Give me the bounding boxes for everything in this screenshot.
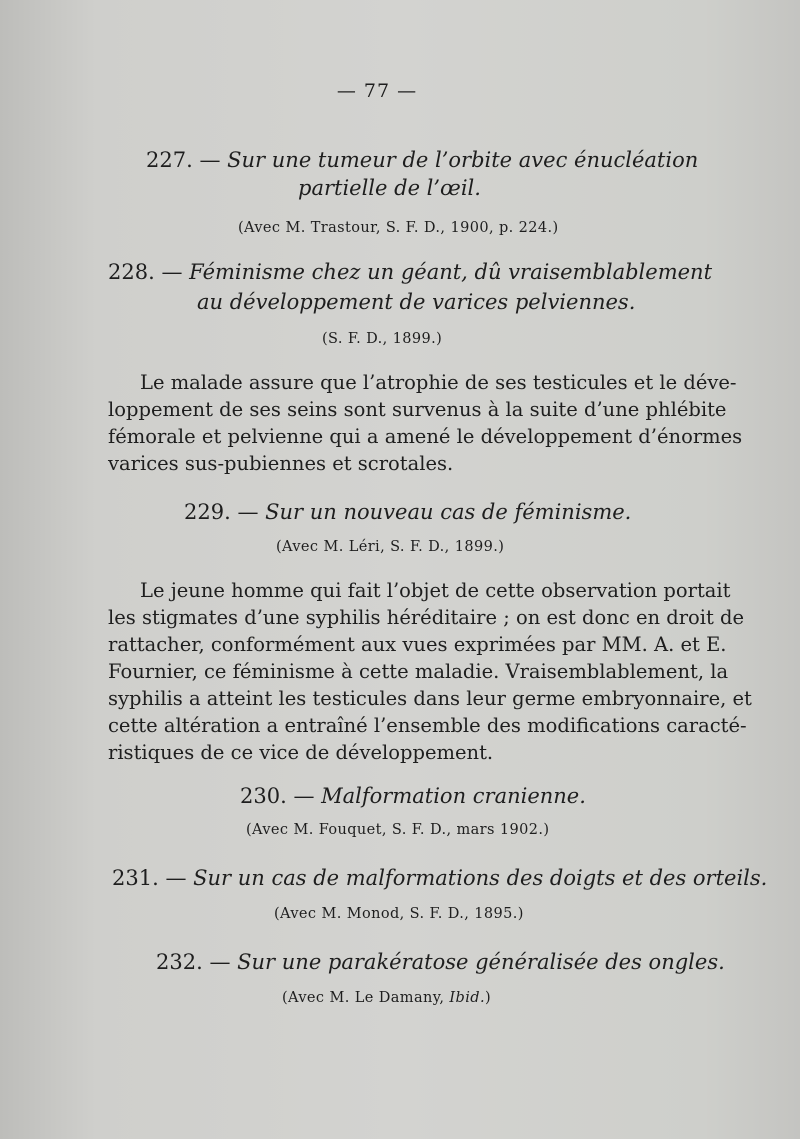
entry-title-line: Sur une parakératose généralisée des ongles. — [237, 950, 725, 974]
entry-dash: — — [199, 148, 221, 172]
entry-dash: — — [237, 500, 259, 524]
entry-227-source: (Avec M. Trastour, S. F. D., 1900, p. 224.) — [238, 220, 559, 236]
entry-232-source — [282, 990, 491, 1006]
body-line: cette altération a entraîné l’ensemble des modifications caracté- — [108, 714, 747, 737]
entry-number: 232. — [156, 950, 203, 974]
source-close: ) — [484, 990, 492, 1006]
entry-232-title — [156, 950, 725, 974]
entry-title-line: Sur une tumeur de l’orbite avec énucléation — [227, 148, 699, 172]
entry-227-title — [146, 148, 698, 172]
body-line: Le malade assure que l’atrophie de ses testicules et le déve- — [140, 371, 737, 394]
source-text: (Avec M. Le Damany, — [282, 990, 450, 1006]
entry-231-title — [112, 866, 767, 890]
entry-dash: — — [161, 260, 183, 284]
body-line: loppement de ses seins sont survenus à la suite d’une phlébite — [108, 398, 727, 421]
entry-dash: — — [293, 784, 315, 808]
entry-228-title-line-2: au développement de varices pelviennes. — [197, 290, 636, 314]
entry-231-source: (Avec M. Monod, S. F. D., 1895.) — [274, 906, 524, 922]
entry-229-source: (Avec M. Léri, S. F. D., 1899.) — [276, 539, 505, 555]
entry-number: 228. — [108, 260, 155, 284]
body-line: Le jeune homme qui fait l’objet de cette observation portait — [140, 579, 731, 602]
entry-229-title — [184, 500, 631, 524]
body-line: syphilis a atteint les testicules dans leur germe embryonnaire, et — [108, 687, 752, 710]
entry-228-title — [108, 260, 712, 284]
entry-title-line: Sur un nouveau cas de féminisme. — [265, 500, 632, 524]
entry-number: 227. — [146, 148, 193, 172]
entry-230-source: (Avec M. Fouquet, S. F. D., mars 1902.) — [246, 822, 550, 838]
entry-title-line: Sur un cas de malformations des doigts et des orteils. — [193, 866, 768, 890]
entry-230-title — [240, 784, 586, 808]
body-line: rattacher, conformément aux vues exprimées par MM. A. et E. — [108, 633, 727, 656]
entry-number: 230. — [240, 784, 287, 808]
entry-dash: — — [165, 866, 187, 890]
entry-number: 229. — [184, 500, 231, 524]
body-line: les stigmates d’une syphilis héréditaire ; on est donc en droit de — [108, 606, 745, 629]
body-line: fémorale et pelvienne qui a amené le développement d’énormes — [108, 425, 743, 448]
body-line: Fournier, ce féminisme à cette maladie. Vraisemblablement, la — [108, 660, 729, 683]
body-line: varices sus-pubiennes et scrotales. — [108, 452, 454, 475]
entry-title-line: Féminisme chez un géant, dû vraisemblablement — [189, 260, 713, 284]
entry-title-line: Malformation cranienne. — [321, 784, 586, 808]
entry-dash: — — [209, 950, 231, 974]
source-ibid: Ibid. — [449, 990, 485, 1006]
body-line: ristiques de ce vice de développement. — [108, 741, 494, 764]
entry-228-source: (S. F. D., 1899.) — [322, 331, 443, 347]
entry-227-title-line-2: partielle de l’œil. — [298, 176, 481, 200]
page-number: — 77 — — [336, 80, 418, 102]
entry-number: 231. — [112, 866, 159, 890]
